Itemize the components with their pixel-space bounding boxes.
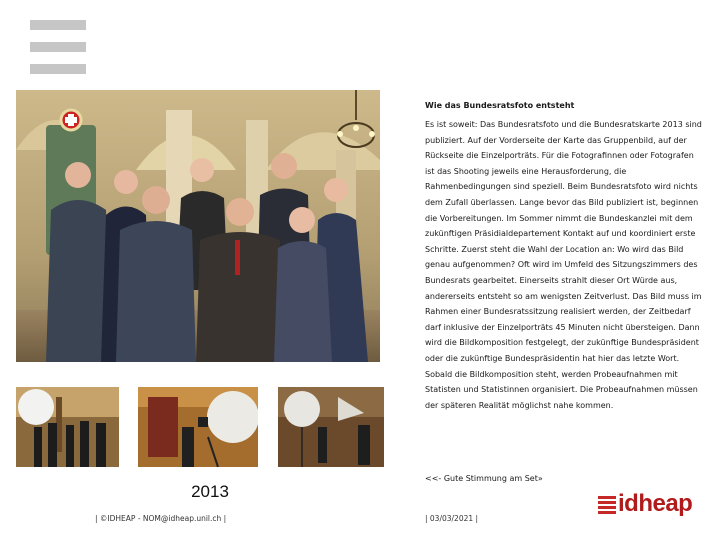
- federal-council-group-photo: [16, 90, 380, 362]
- idheap-logo: [598, 490, 693, 520]
- photo-caption: <<- Gute Stimmung am Set»: [425, 474, 543, 483]
- footer-date: | 03/03/2021 |: [425, 514, 479, 523]
- hamburger-menu-icon[interactable]: [30, 20, 86, 76]
- rehearsal-photo-statists: [16, 387, 119, 467]
- year-label: 2013: [191, 482, 229, 501]
- logo-text: idheap: [618, 490, 693, 517]
- logo-bars-icon: [598, 496, 616, 516]
- footer-contact: | ©IDHEAP - NOM@idheap.unil.ch |: [95, 514, 227, 523]
- article-body: Es ist soweit: Das Bundesratsfoto und die Bundesratskarte 2013 sind publiziert. Auf der Vorderseite der Karte das Gruppenbild, auf der Rückseite die Einzelporträts. Für die Fotografinnen oder Fotografen ist das Shooting jeweils eine Herausforderung, die Rahmenbedingungen sind speziell. Beim Bundesratsfoto wird nichts dem Zufall überlassen. Lange bevor das Bild publiziert ist, beginnen die Vorbereitungen. Im Sommer nimmt die Bundeskanzlei mit dem zukünftigen Präsidialdepartement Kontakt auf und koordiniert erste Schritte. Zuerst steht die Wahl der Location an: Wo wird das Bild genau aufgenommen? Oft wird im Umfeld des Sitzungszimmers des Bundesrats gearbeitet. Einerseits strahlt dieser Ort Würde aus, andererseits entsteht so am wenigsten Zeitverlust. Das Bild muss im Rahmen einer Bundesratssitzung realisiert werden, der Zeitbedarf darf inklusive der Einzelporträts 45 Minuten nicht übersteigen. Dann wird die Bildkomposition festgelegt, der zukünftige Bundespräsident oder die zukünftige Bundespräsidentin hat hier das letzte Wort. Sobald die Bildkomposition steht, werden Probeaufnahmen mit Statisten und Statistinnen organisiert. Die Probeaufnahmen müssen der späteren Realität möglichst nahe kommen.: [425, 120, 702, 410]
- article: [425, 100, 705, 413]
- studio-lighting-setup-photo: [278, 387, 384, 467]
- article-title: Wie das Bundesratsfoto entsteht: [425, 101, 575, 110]
- photographer-at-work-photo: [138, 387, 258, 467]
